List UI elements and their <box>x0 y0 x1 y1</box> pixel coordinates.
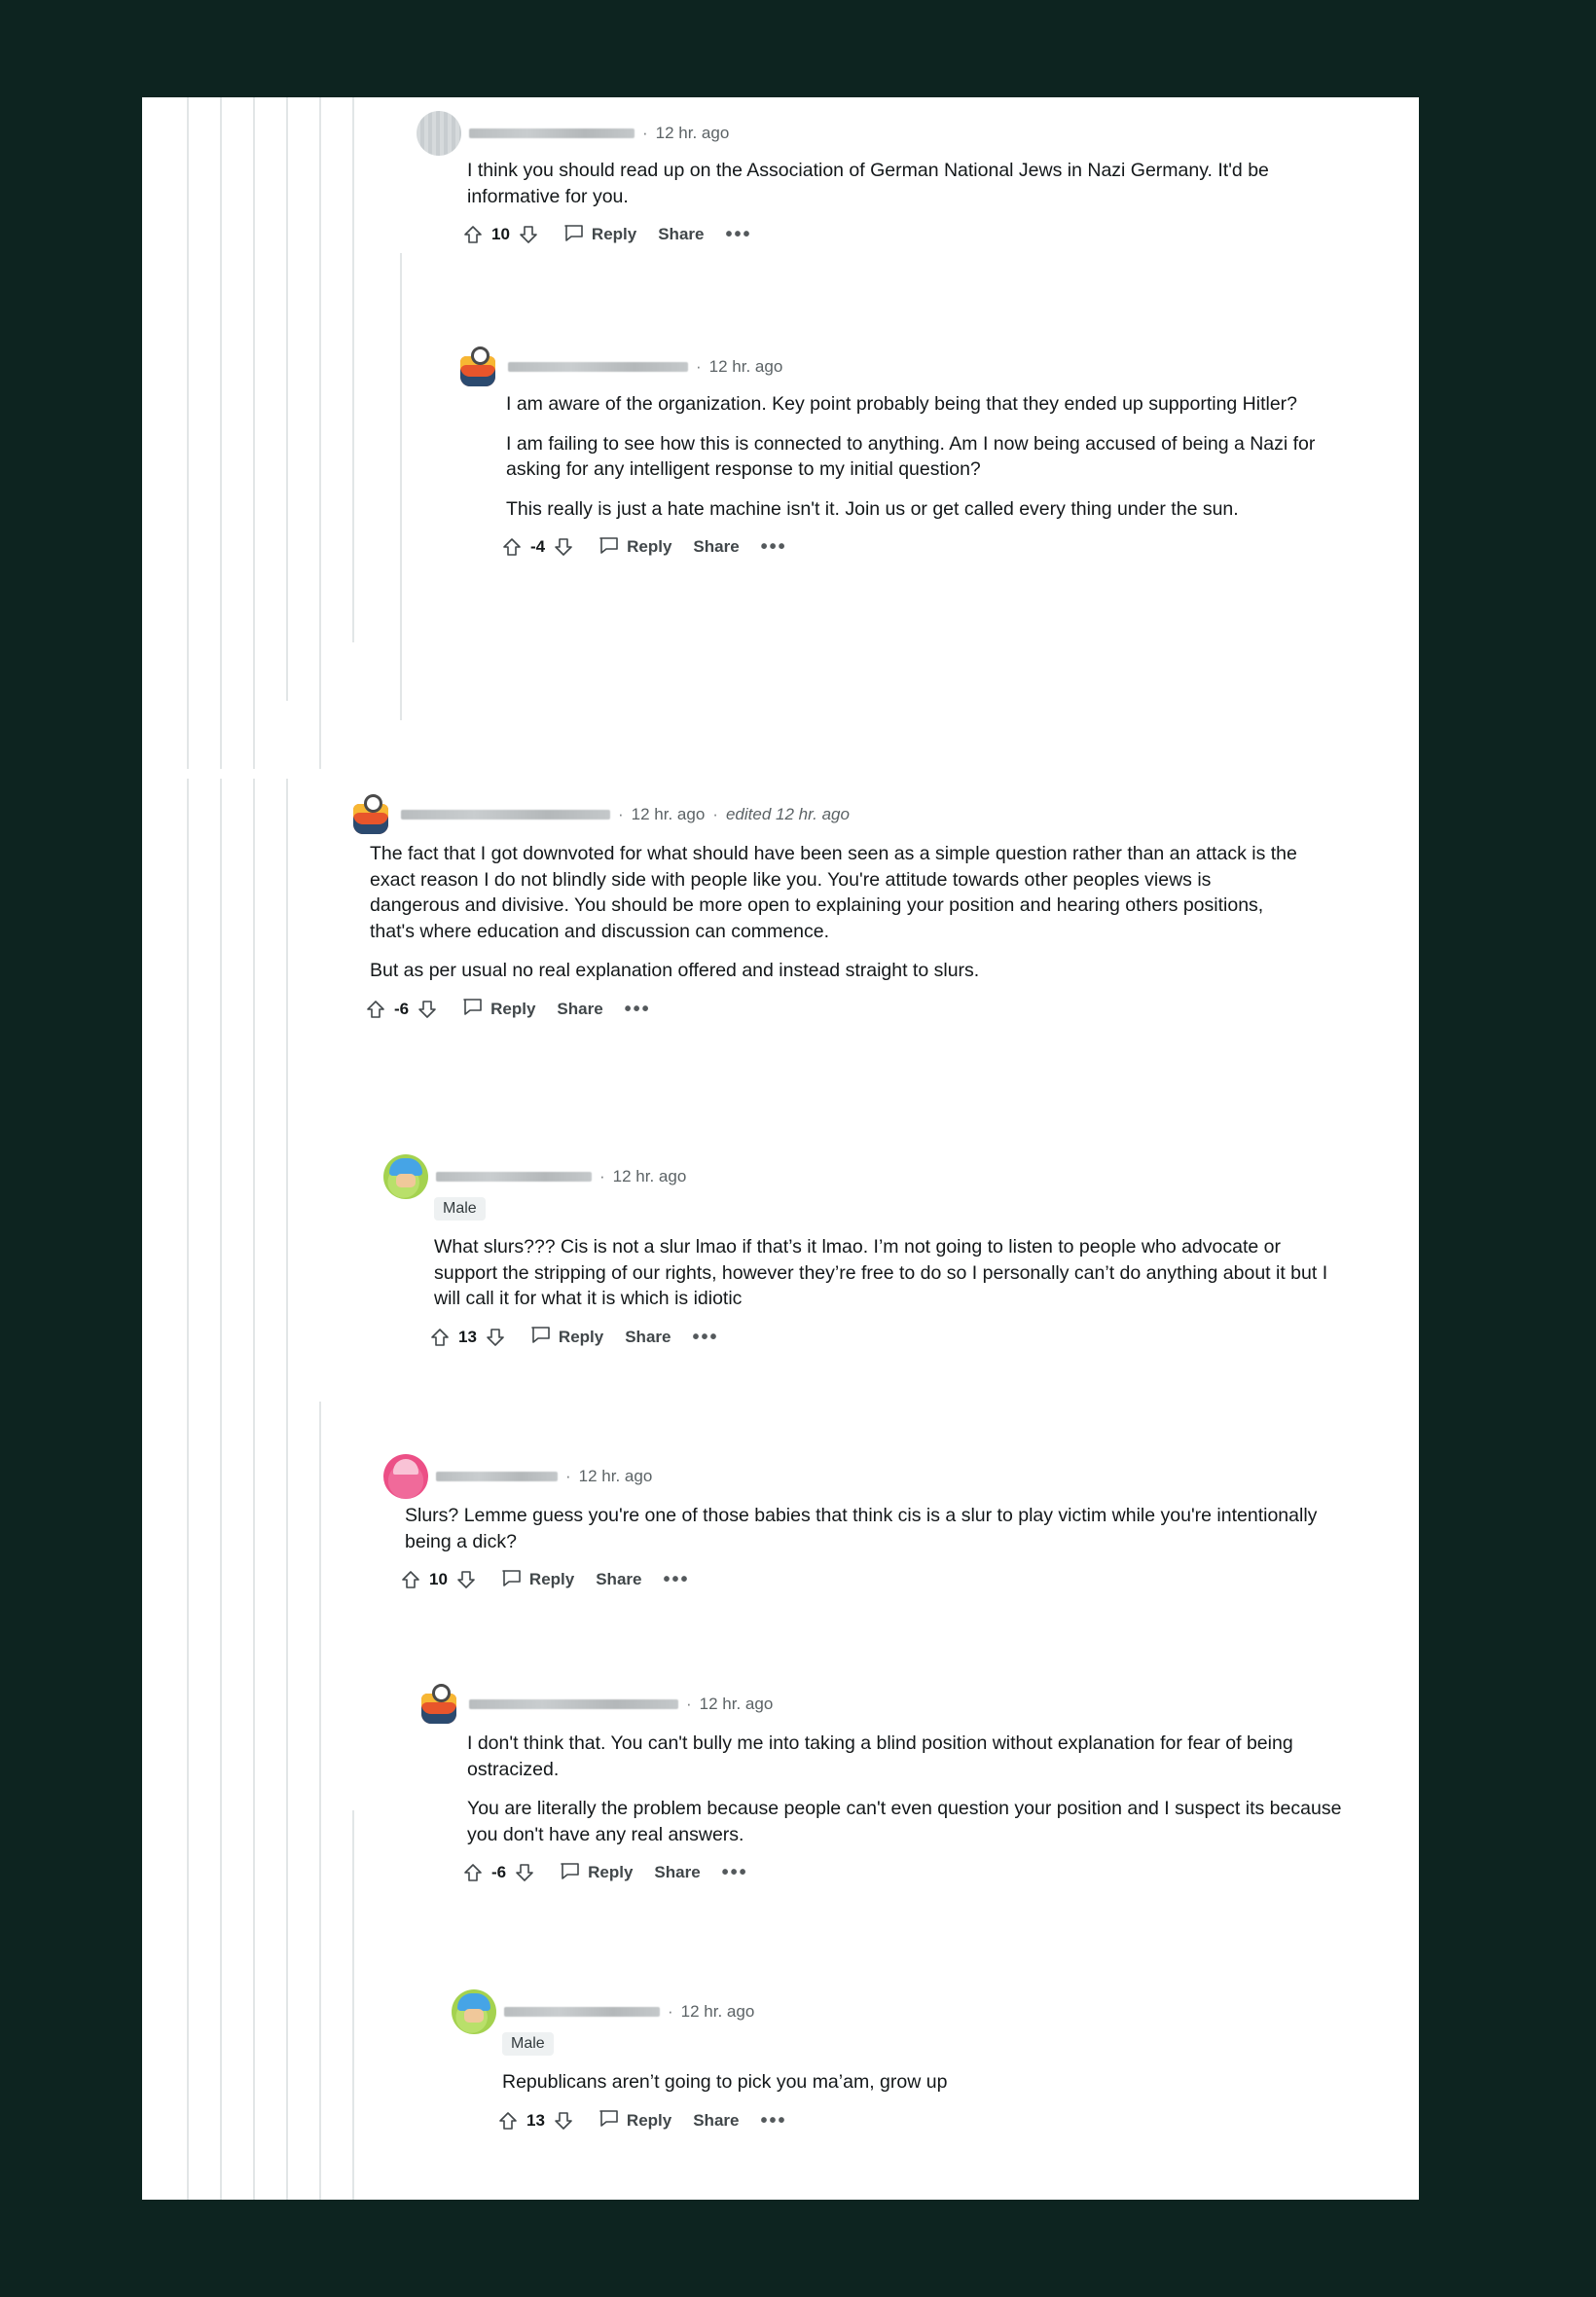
comment-body <box>502 2069 1405 2096</box>
comment-bubble-icon <box>563 223 584 247</box>
timestamp: 12 hr. ago <box>680 2002 755 2021</box>
timestamp: 12 hr. ago <box>612 1167 687 1185</box>
comment-actions <box>366 990 1302 1029</box>
timestamp: 12 hr. ago <box>578 1467 653 1485</box>
separator-dot: · <box>686 1695 692 1713</box>
thread-line[interactable] <box>352 97 354 642</box>
comment-actions <box>498 2101 1405 2140</box>
comment-header <box>348 796 1302 833</box>
share-button[interactable] <box>557 1000 602 1019</box>
comment-header <box>455 348 1331 385</box>
upvote-icon[interactable] <box>502 536 522 558</box>
username-redacted[interactable] <box>436 1172 592 1182</box>
comment-paragraph: What slurs??? Cis is not a slur lmao if that’s it lmao. I’m not going to listen to people who advocate or support the stripping of our rights, however they’re free to do so I personally can’t do anything about it but I will call it for what it is which is idiotic <box>434 1236 1328 1310</box>
comment-header <box>417 1686 1370 1723</box>
avatar[interactable] <box>417 1682 461 1727</box>
username-redacted[interactable] <box>401 810 610 820</box>
more-options-button[interactable]: ••• <box>725 224 752 246</box>
share-label: Share <box>658 225 705 244</box>
flair-row <box>434 1195 1337 1221</box>
comment-body <box>506 391 1331 522</box>
comment-paragraph: I am failing to see how this is connected to anything. Am I now being accused of being a Nazi for asking for any intelligent response to my initial question? <box>506 432 1316 481</box>
share-label: Share <box>654 1863 701 1882</box>
more-options-button[interactable]: ••• <box>692 1326 719 1348</box>
reply-label: Reply <box>588 1863 634 1882</box>
avatar[interactable] <box>348 792 393 837</box>
reply-button[interactable] <box>501 1568 574 1592</box>
reply-label: Reply <box>627 537 672 557</box>
comment-bubble-icon <box>462 997 483 1021</box>
share-button[interactable] <box>693 2111 739 2131</box>
avatar[interactable] <box>455 345 500 389</box>
downvote-icon[interactable] <box>554 536 573 558</box>
reply-label: Reply <box>626 2110 672 2130</box>
user-flair: Male <box>434 1197 486 1221</box>
share-button[interactable] <box>596 1570 641 1589</box>
comment-bubble-icon <box>598 535 619 560</box>
reply-label: Reply <box>591 225 637 244</box>
thread-line[interactable] <box>220 779 222 2200</box>
separator-dot: · <box>696 357 702 376</box>
upvote-icon[interactable] <box>430 1327 450 1348</box>
timestamp: 12 hr. ago <box>655 124 730 142</box>
downvote-icon[interactable] <box>554 2110 573 2132</box>
separator-dot: · <box>599 1167 605 1185</box>
reply-button[interactable] <box>563 223 636 247</box>
comment-paragraph: Republicans aren’t going to pick you ma’am, grow up <box>502 2071 948 2093</box>
downvote-icon[interactable] <box>456 1569 476 1590</box>
separator-dot: · <box>618 805 624 823</box>
avatar[interactable] <box>383 1154 428 1199</box>
comment-bubble-icon <box>560 1861 580 1885</box>
thread-line[interactable] <box>319 97 321 769</box>
username-redacted[interactable] <box>508 362 688 372</box>
share-label: Share <box>693 537 740 557</box>
comment-header <box>383 1158 1337 1195</box>
vote-score: 13 <box>458 1327 477 1346</box>
comment-paragraph: Slurs? Lemme guess you're one of those babies that think cis is a slur to play victim while you're intentionally being a dick? <box>405 1505 1318 1552</box>
share-button[interactable] <box>693 537 739 557</box>
downvote-icon[interactable] <box>519 224 538 245</box>
timestamp: 12 hr. ago <box>631 805 706 823</box>
reply-button[interactable] <box>462 997 535 1021</box>
comment-actions <box>430 1318 1337 1357</box>
separator-dot: · <box>642 124 648 142</box>
reply-label: Reply <box>490 999 536 1018</box>
share-label: Share <box>693 2110 740 2130</box>
comment-item <box>383 1158 1337 1357</box>
vote-score: 10 <box>491 225 510 244</box>
timestamp: 12 hr. ago <box>699 1695 774 1713</box>
separator-dot: · <box>668 2002 673 2021</box>
comment-paragraph: This really is just a hate machine isn't it. Join us or get called every thing under the sun. <box>506 497 1239 520</box>
comment-actions <box>502 528 1331 566</box>
comment-paragraph: I am aware of the organization. Key point probably being that they ended up supporting Hitler? <box>506 393 1298 415</box>
comment-item <box>383 1458 1337 1599</box>
comment-item <box>417 115 1292 254</box>
comment-header <box>452 1993 1405 2030</box>
username-redacted[interactable] <box>436 1472 558 1481</box>
reply-button[interactable] <box>530 1325 603 1349</box>
thread-line[interactable] <box>286 97 288 701</box>
vote-score: 13 <box>526 2110 545 2130</box>
comment-item <box>417 1686 1370 1892</box>
vote-group <box>498 2110 573 2132</box>
reply-label: Reply <box>528 1570 575 1589</box>
vote-score: 10 <box>429 1570 448 1589</box>
comment-bubble-icon <box>501 1568 522 1592</box>
comment-paragraph: I don't think that. You can't bully me into taking a blind position without explanation for fear of being ostracized. <box>467 1732 1293 1780</box>
share-label: Share <box>557 999 603 1018</box>
downvote-icon[interactable] <box>417 999 437 1020</box>
more-options-button[interactable]: ••• <box>721 1862 748 1884</box>
more-options-button[interactable]: ••• <box>760 536 787 559</box>
thread-line[interactable] <box>253 779 255 2200</box>
vote-group <box>463 224 538 245</box>
reply-label: Reply <box>558 1327 604 1346</box>
username-redacted[interactable] <box>504 2007 660 2017</box>
upvote-icon[interactable] <box>366 999 385 1020</box>
user-flair: Male <box>502 2032 554 2056</box>
comment-actions <box>463 1853 1370 1892</box>
edited-timestamp: edited 12 hr. ago <box>725 805 850 823</box>
reply-button[interactable] <box>598 535 671 560</box>
thread-line[interactable] <box>400 253 402 720</box>
more-options-button[interactable]: ••• <box>760 2109 787 2132</box>
reply-button[interactable] <box>560 1861 633 1885</box>
vote-group <box>430 1327 505 1348</box>
comment-paragraph: But as per usual no real explanation offered and instead straight to slurs. <box>370 960 980 982</box>
thread-line[interactable] <box>286 779 288 2200</box>
avatar[interactable] <box>417 111 461 156</box>
flair-row <box>502 2030 1405 2056</box>
upvote-icon[interactable] <box>401 1569 420 1590</box>
comment-item <box>452 1993 1405 2140</box>
comment-paragraph: I think you should read up on the Association of German National Jews in Nazi Germany. It'd be informative for you. <box>467 160 1269 207</box>
comment-actions <box>401 1560 1337 1599</box>
share-button[interactable] <box>658 225 704 244</box>
timestamp: 12 hr. ago <box>708 357 783 376</box>
more-options-button[interactable]: ••• <box>624 998 651 1020</box>
username-redacted[interactable] <box>469 128 635 138</box>
separator-dot: · <box>712 805 718 823</box>
upvote-icon[interactable] <box>463 1862 483 1883</box>
thread-line[interactable] <box>352 1810 354 2200</box>
comment-body <box>434 1234 1337 1312</box>
thread-line[interactable] <box>253 97 255 769</box>
more-options-button[interactable]: ••• <box>663 1569 690 1591</box>
avatar[interactable] <box>452 1989 496 2034</box>
comment-actions <box>463 215 1292 254</box>
comment-paragraph: You are literally the problem because people can't even question your position and I suspect its because you don't have any real answers. <box>467 1798 1342 1845</box>
share-label: Share <box>596 1570 642 1589</box>
separator-dot: · <box>565 1467 571 1485</box>
comment-item <box>348 796 1302 1029</box>
comment-body <box>370 841 1302 984</box>
reply-button[interactable] <box>598 2108 671 2133</box>
thread-line[interactable] <box>220 97 222 769</box>
share-button[interactable] <box>654 1863 700 1882</box>
username-redacted[interactable] <box>469 1699 678 1709</box>
comment-item <box>455 348 1331 566</box>
vote-group <box>502 536 573 558</box>
downvote-icon[interactable] <box>486 1327 505 1348</box>
comment-paragraph: The fact that I got downvoted for what should have been seen as a simple question rather than an attack is the exact reason I do not blindly side with people like you. You're attitude towards other peoples views is dangerous and divisive. You should be more open to explaining your position and hearing others positions, that's where education and discussion can commence. <box>370 843 1297 942</box>
vote-group <box>366 999 437 1020</box>
upvote-icon[interactable] <box>498 2110 518 2132</box>
comment-body <box>467 158 1292 209</box>
upvote-icon[interactable] <box>463 224 483 245</box>
comment-header <box>383 1458 1337 1495</box>
comment-body <box>405 1503 1337 1554</box>
comment-header <box>417 115 1292 152</box>
thread-line[interactable] <box>187 97 189 769</box>
vote-score: -4 <box>530 537 546 557</box>
vote-score: -6 <box>491 1863 507 1882</box>
comment-thread-card <box>142 97 1419 2200</box>
share-label: Share <box>625 1327 671 1346</box>
thread-line[interactable] <box>187 779 189 2200</box>
vote-group <box>401 1569 476 1590</box>
vote-score: -6 <box>394 999 410 1018</box>
downvote-icon[interactable] <box>515 1862 534 1883</box>
vote-group <box>463 1862 534 1883</box>
share-button[interactable] <box>625 1328 671 1347</box>
avatar[interactable] <box>383 1454 428 1499</box>
comment-bubble-icon <box>530 1325 551 1349</box>
comment-body <box>467 1731 1370 1847</box>
thread-line[interactable] <box>319 1402 321 2200</box>
comment-bubble-icon <box>598 2108 619 2133</box>
